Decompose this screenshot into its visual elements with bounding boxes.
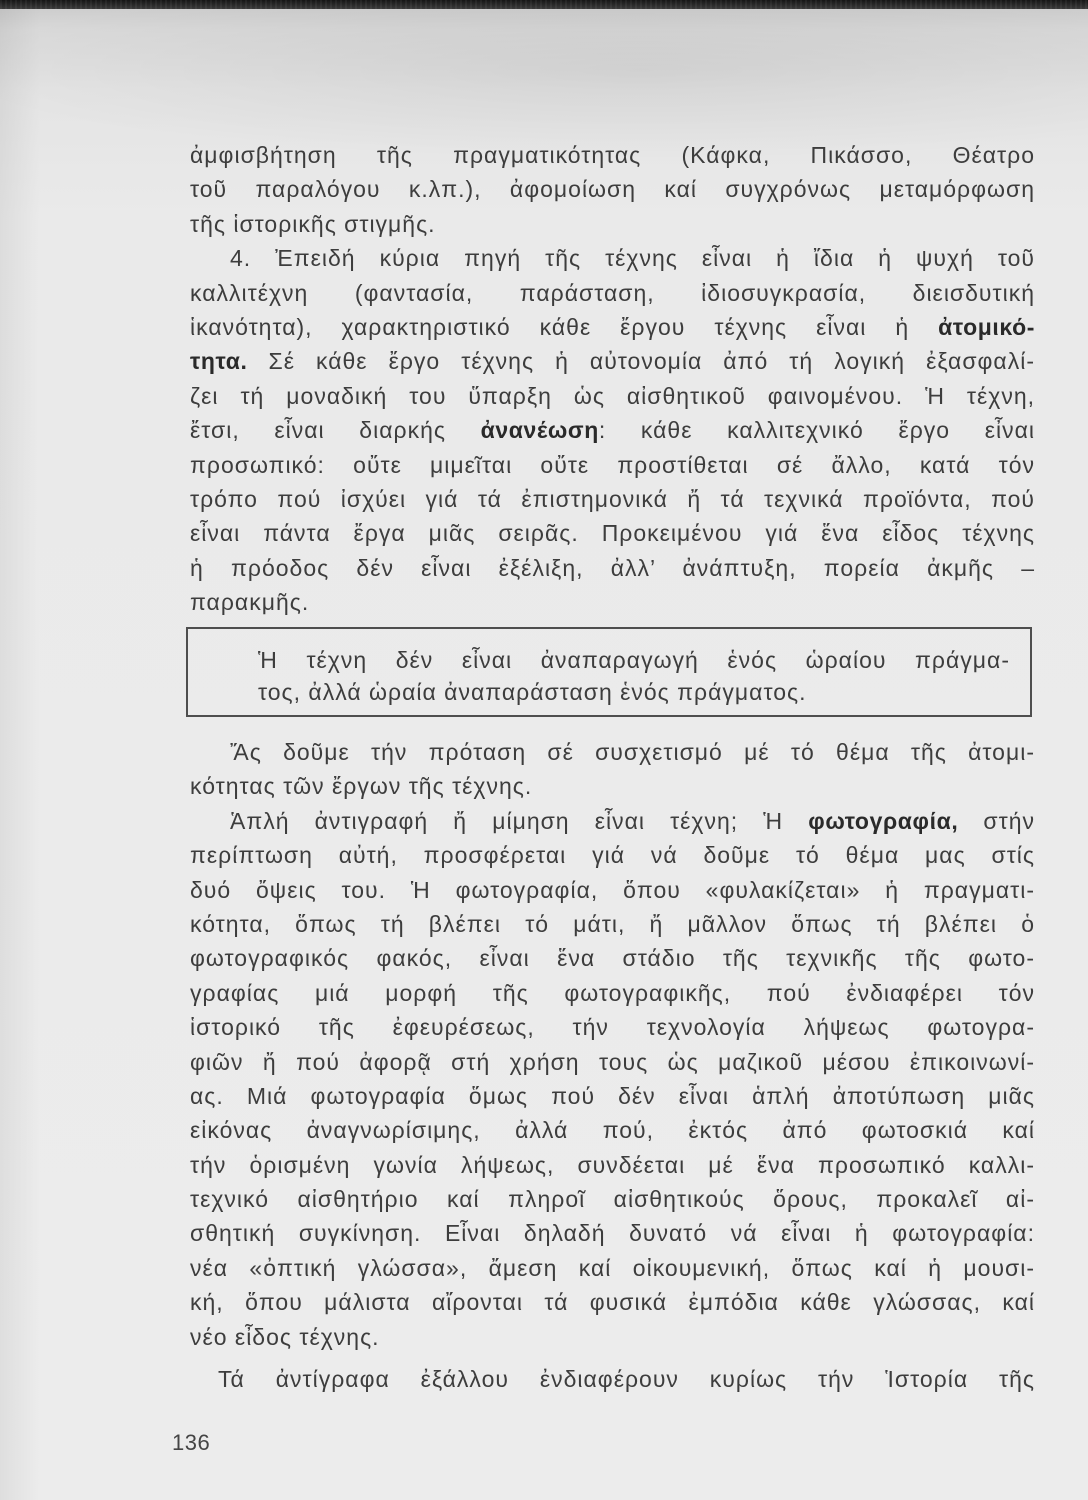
text-line: νέα «ὀπτική γλώσσα», ἄμεση καί οἰκουμενική, ὅπως καί ἡ μουσι- xyxy=(190,1254,1035,1281)
paragraph xyxy=(190,1362,1035,1396)
emphasized-term: τητα. xyxy=(190,348,248,375)
scan-edge xyxy=(0,0,1088,9)
text-line: γραφίας μιά μορφή τῆς φωτογραφικῆς, πού ἐνδιαφέρει τόν xyxy=(190,979,1035,1006)
text-line: φωτογραφικός φακός, εἶναι ἕνα στάδιο τῆς τεχνικῆς τῆς φωτο- xyxy=(190,945,1035,972)
text-line: ας. Μιά φωτογραφία ὅμως πού δέν εἶναι ἁπλή ἀποτύπωση μιᾶς xyxy=(190,1082,1035,1109)
text-line xyxy=(190,310,1035,344)
text-line: τήν ὁρισμένη γωνία λήψεως, συνδέεται μέ ἕνα προσωπικό καλλι- xyxy=(190,1151,1035,1178)
paragraph xyxy=(190,804,1035,1354)
text-line: κότητας τῶν ἔργων τῆς τέχνης. xyxy=(190,773,533,800)
emphasized-term: ἀτομικό- xyxy=(938,313,1035,340)
text-column-upper xyxy=(190,138,1035,619)
quote-line: τος, ἀλλά ὡραία ἀναπαράσταση ἑνός πράγματος. xyxy=(258,679,807,705)
text-line xyxy=(190,344,1035,378)
paragraph-continued xyxy=(190,138,1035,241)
page-number: 136 xyxy=(172,1430,211,1455)
text-line: φιῶν ἤ πού ἀφορᾷ στή χρήση τους ὡς μαζικοῦ μέσου ἐπικοινωνί- xyxy=(190,1048,1035,1075)
text-segment: ἔτσι, εἶναι διαρκής xyxy=(190,417,481,444)
text-line: κότητα, ὅπως τή βλέπει τό μάτι, ἤ μᾶλλον ὅπως τή βλέπει ὁ xyxy=(190,910,1035,937)
text-line: σθητική συγκίνηση. Εἶναι δηλαδή δυνατό νά εἶναι ἡ φωτογραφία: xyxy=(190,1220,1035,1247)
text-column-lower xyxy=(190,735,1035,1396)
emphasized-term: φωτογραφία, xyxy=(808,807,959,834)
text-line: ἡ πρόοδος δέν εἶναι ἐξέλιξη, ἀλλ’ ἀνάπτυξη, πορεία ἀκμῆς – xyxy=(190,554,1035,581)
text-line: τοῦ παραλόγου κ.λπ.), ἀφομοίωση καί συγχρόνως μεταμόρφωση xyxy=(190,176,1035,203)
text-line: περίπτωση αὐτή, προσφέρεται γιά νά δοῦμε τό θέμα μας στίς xyxy=(190,842,1035,869)
text-line: εἶναι πάντα ἔργα μιᾶς σειρᾶς. Προκειμένου γιά ἕνα εἶδος τέχνης xyxy=(190,520,1035,547)
text-line xyxy=(190,804,1035,838)
text-line: Ἄς δοῦμε τήν πρόταση σέ συσχετισμό μέ τό θέμα τῆς ἀτομι- xyxy=(230,739,1035,765)
quote-line: Ἡ τέχνη δέν εἶναι ἀναπαραγωγή ἑνός ὡραίου πράγμα- xyxy=(258,647,1010,673)
text-line: καλλιτέχνη (φαντασία, παράσταση, ἰδιοσυγκρασία, διεισδυτική xyxy=(190,279,1035,306)
text-line: Τά ἀντίγραφα ἐξάλλου ἐνδιαφέρουν κυρίως τήν Ἱστορία τῆς xyxy=(218,1366,1035,1393)
text-segment: : κάθε καλλιτεχνικό ἔργο εἶναι xyxy=(598,417,1035,444)
text-line: τρόπο πού ἰσχύει γιά τά ἐπιστημονικά ἤ τά τεχνικά προϊόντα, πού xyxy=(190,485,1035,512)
text-line: νέο εἶδος τέχνης. xyxy=(190,1323,380,1350)
text-line: τεχνικό αἰσθητήριο καί πληροῖ αἰσθητικούς ὅρους, προκαλεῖ αἰ- xyxy=(190,1186,1035,1213)
text-line: δυό ὄψεις του. Ἡ φωτογραφία, ὅπου «φυλακίζεται» ἡ πραγματι- xyxy=(190,876,1035,903)
text-line: κή, ὅπου μάλιστα αἴρονται τά φυσικά ἐμπόδια κάθε γλώσσας, καί xyxy=(190,1289,1035,1316)
text-segment: στήν xyxy=(958,807,1035,834)
text-line: εἰκόνας ἀναγνωρίσιμης, ἀλλά πού, ἐκτός ἀπό φωτοσκιά καί xyxy=(190,1117,1035,1144)
text-line: παρακμῆς. xyxy=(190,589,310,616)
quote-box xyxy=(186,627,1032,717)
text-line: ἱστορικό τῆς ἐφευρέσεως, τήν τεχνολογία λήψεως φωτογρα- xyxy=(190,1014,1035,1041)
paragraph-point-4 xyxy=(190,241,1035,619)
text-segment: Σέ κάθε ἔργο τέχνης ἡ αὐτονομία ἀπό τή λογική ἐξασφαλί- xyxy=(247,348,1035,375)
text-line: ἀμφισβήτηση τῆς πραγματικότητας (Κάφκα, Πικάσσο, Θέατρο xyxy=(190,142,1035,168)
text-line xyxy=(190,413,1035,447)
text-segment: ἱκανότητα), χαρακτηριστικό κάθε ἔργου τέχνης εἶναι ἡ xyxy=(190,313,939,340)
text-line: 4. Ἐπειδή κύρια πηγή τῆς τέχνης εἶναι ἡ ἴδια ἡ ψυχή τοῦ xyxy=(230,245,1035,272)
paragraph xyxy=(190,735,1035,804)
emphasized-term: ἀνανέωση xyxy=(480,417,599,444)
text-segment: Ἁπλή ἀντιγραφή ἤ μίμηση εἶναι τέχνη; Ἡ xyxy=(230,807,809,834)
text-line: ζει τή μοναδική του ὕπαρξη ὡς αἰσθητικοῦ φαινομένου. Ἡ τέχνη, xyxy=(190,382,1035,409)
text-line: τῆς ἱστορικῆς στιγμῆς. xyxy=(190,210,436,237)
text-line: προσωπικό: οὔτε μιμεῖται οὔτε προστίθεται σέ ἄλλο, κατά τόν xyxy=(190,451,1035,478)
